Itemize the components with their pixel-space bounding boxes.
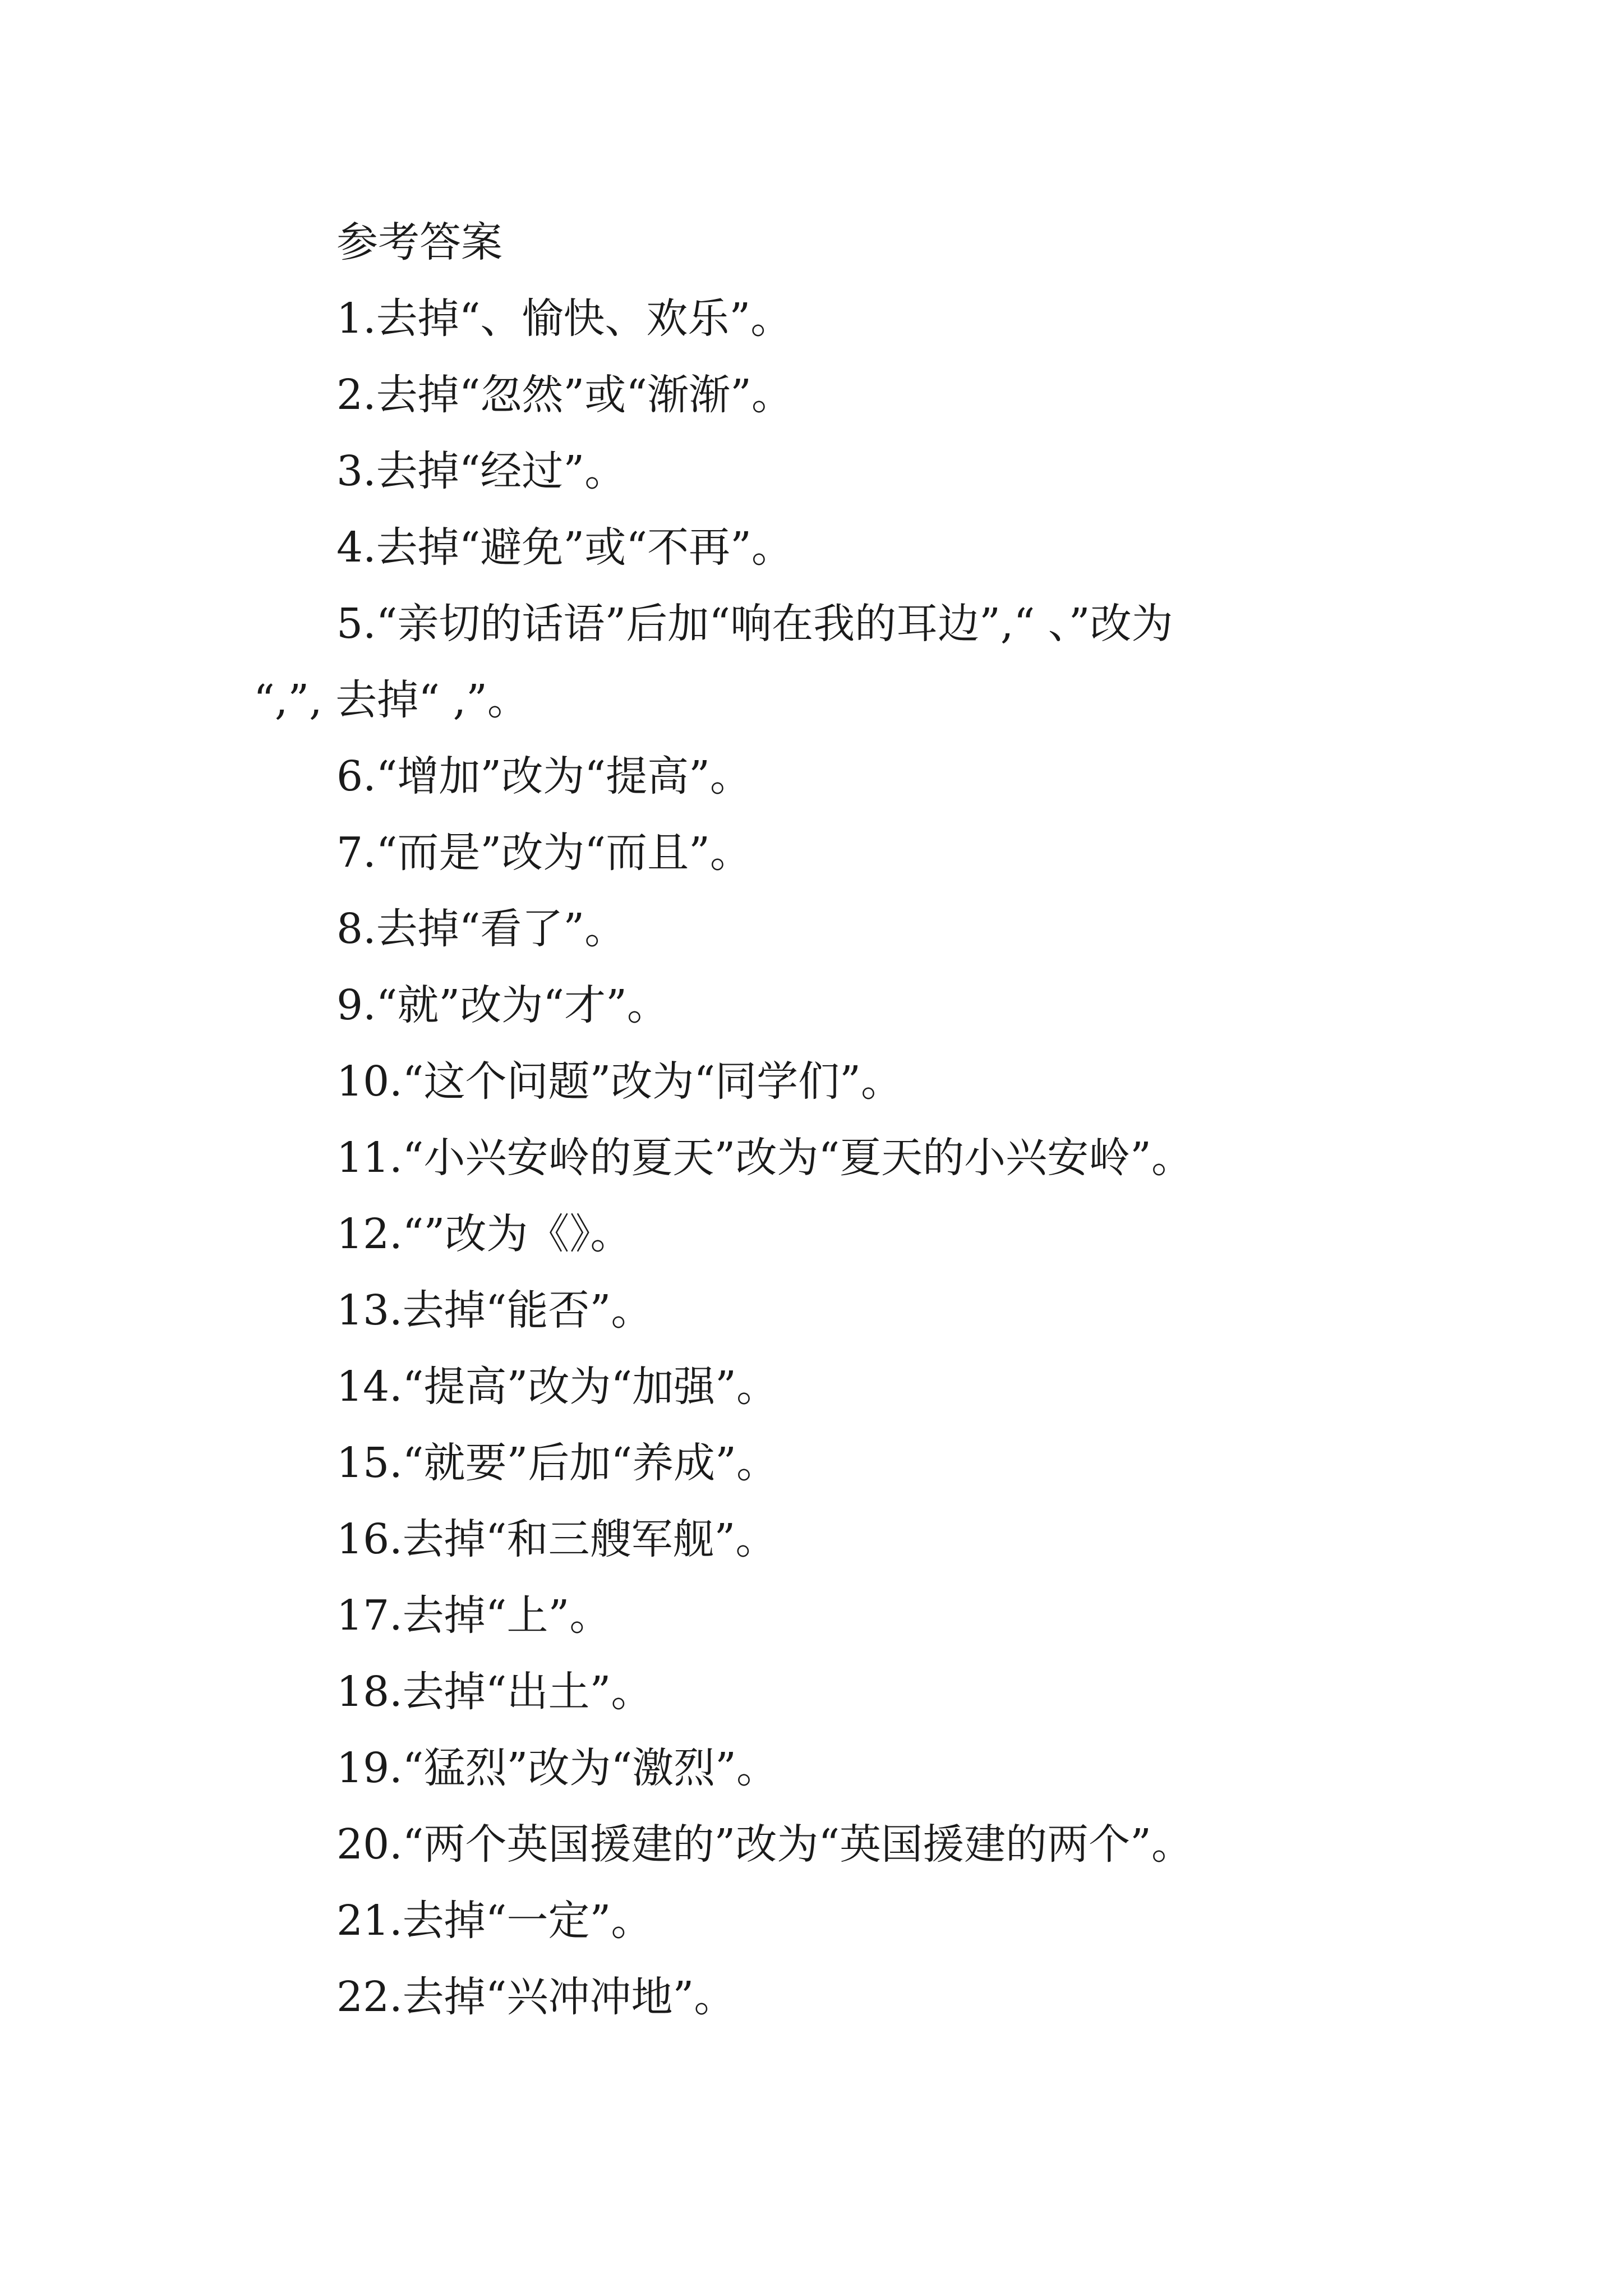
answer-line-9: 9.“就”改为“才”。 xyxy=(336,981,668,1029)
answer-line-3: 3.去掉“经过”。 xyxy=(336,447,626,495)
answer-line-19: 19.“猛烈”改为“激烈”。 xyxy=(336,1744,778,1792)
answer-line-21: 21.去掉“一定”。 xyxy=(336,1897,653,1945)
answer-line-2: 2.去掉“忽然”或“渐渐”。 xyxy=(336,371,793,419)
answer-line-7: 7.“而是”改为“而且”。 xyxy=(336,829,751,877)
answer-line-5: 5.“亲切的话语”后加“响在我的耳边”,“ 、”改为 xyxy=(336,600,1173,648)
answer-line-5-continued: “,”, 去掉“ ,”。 xyxy=(253,676,529,724)
answer-line-13: 13.去掉“能否”。 xyxy=(336,1286,653,1335)
answer-line-11: 11.“小兴安岭的夏天”改为“夏天的小兴安岭”。 xyxy=(336,1134,1193,1182)
answer-line-18: 18.去掉“出土”。 xyxy=(336,1668,653,1716)
answer-line-12: 12.“”改为《》。 xyxy=(336,1210,632,1258)
answer-line-20: 20.“两个英国援建的”改为“英国援建的两个”。 xyxy=(336,1820,1193,1869)
answer-line-4: 4.去掉“避免”或“不再”。 xyxy=(336,523,793,572)
answer-line-17: 17.去掉“上”。 xyxy=(336,1591,611,1640)
answer-line-8: 8.去掉“看了”。 xyxy=(336,905,626,953)
answer-line-10: 10.“这个问题”改为“同学们”。 xyxy=(336,1057,903,1106)
answer-line-16: 16.去掉“和三艘军舰”。 xyxy=(336,1515,777,1563)
document-title: 参考答案 xyxy=(336,218,502,266)
answer-line-1: 1.去掉“、愉快、欢乐”。 xyxy=(336,295,792,343)
answer-line-14: 14.“提高”改为“加强”。 xyxy=(336,1363,778,1411)
answer-line-6: 6.“增加”改为“提高”。 xyxy=(336,752,751,800)
answer-line-22: 22.去掉“兴冲冲地”。 xyxy=(336,1973,736,2021)
answer-line-15: 15.“就要”后加“养成”。 xyxy=(336,1439,778,1487)
